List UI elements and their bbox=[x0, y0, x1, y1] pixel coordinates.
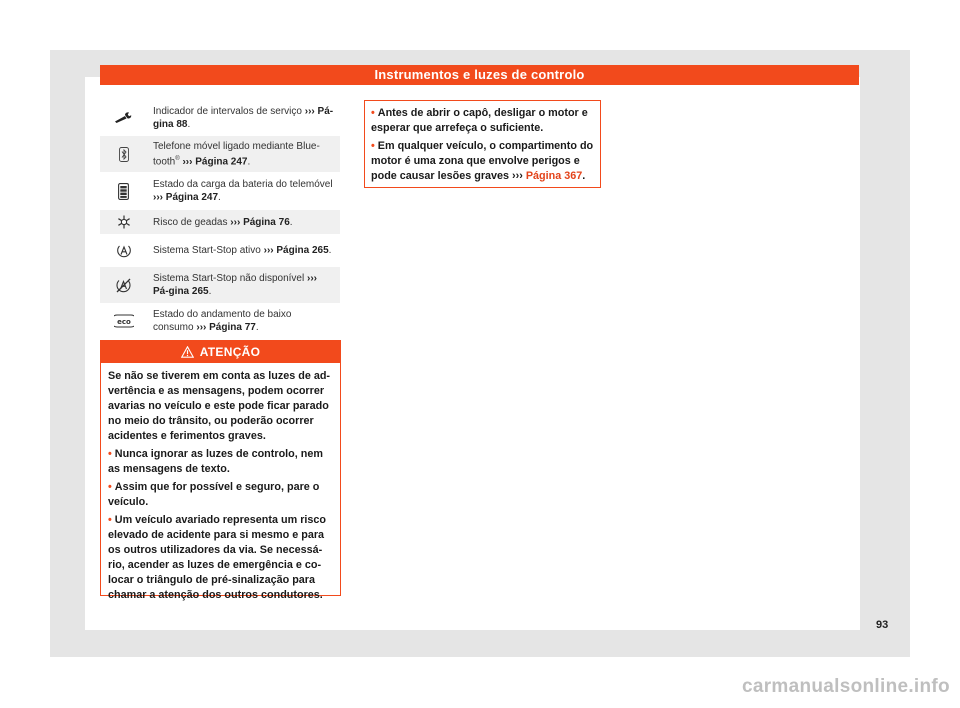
warning-triangle-icon bbox=[181, 346, 194, 358]
caution-bullet: • Antes de abrir o capô, desligar o motor e esperar que arrefeça o suficiente. bbox=[371, 107, 588, 134]
svg-text:eco: eco bbox=[116, 317, 131, 326]
table-row bbox=[100, 234, 340, 267]
indicator-text: Risco de geadas ››› Página 76. bbox=[153, 216, 293, 228]
warning-title: ATENÇÃO bbox=[199, 345, 261, 359]
eco-icon bbox=[100, 314, 147, 328]
warning-bullet: • Assim que for possível e seguro, pare o veículo. bbox=[108, 481, 320, 508]
indicator-text: Sistema Start-Stop não disponível ››› Pá-gina 265. bbox=[153, 273, 317, 297]
frost-icon bbox=[100, 215, 147, 229]
start-stop-icon bbox=[100, 243, 147, 259]
section-header: Instrumentos e luzes de controlo bbox=[100, 65, 859, 85]
warning-bullet: • Nunca ignorar as luzes de controlo, nem as mensagens de texto. bbox=[108, 448, 323, 475]
table-row bbox=[100, 303, 340, 339]
indicator-text: Estado da carga da bateria do telemóvel ››› Página 247. bbox=[153, 179, 333, 203]
table-row bbox=[100, 267, 340, 303]
watermark: carmanualsonline.info bbox=[742, 676, 950, 697]
indicator-table bbox=[100, 100, 340, 339]
table-row bbox=[100, 172, 340, 210]
phone-battery-icon bbox=[100, 183, 147, 200]
indicator-text: Telefone móvel ligado mediante Blue-tooth® ››› Página 247. bbox=[153, 140, 320, 168]
indicator-text: Sistema Start-Stop ativo ››› Página 265. bbox=[153, 245, 332, 256]
bluetooth-icon bbox=[100, 147, 147, 162]
warning-intro: Se não se tiverem em conta as luzes de ad-vertência e as mensagens, podem ocorrer avarias no veículo e este pode ficar parado no meio do trânsito, ou poderão ocorrer acidentes e ferimentos graves. bbox=[108, 370, 331, 442]
page-number: 93 bbox=[876, 619, 889, 631]
page-link[interactable]: Página 367 bbox=[525, 170, 583, 182]
caution-box bbox=[364, 100, 601, 188]
warning-bullet: • Um veículo avariado representa um risco elevado de acidente para si mesmo e para os outros utilizadores da via. Se necessá-rio, acender as luzes de emergência e co-locar o triângulo de pré-sinalização para chamar a atenção dos outros condutores. bbox=[108, 514, 327, 601]
warning-header bbox=[101, 341, 340, 363]
warning-box bbox=[100, 340, 341, 601]
indicator-text: Indicador de intervalos de serviço ››› Pá-gina 88. bbox=[153, 106, 334, 130]
warning-body bbox=[101, 363, 340, 603]
start-stop-off-icon bbox=[100, 277, 147, 294]
wrench-icon bbox=[100, 112, 147, 124]
indicator-text: Estado do andamento de baixo consumo ››› Página 77. bbox=[153, 309, 292, 333]
caution-bullet: • Em qualquer veículo, o compartimento do motor é uma zona que envolve perigos e pode causar lesões graves ››› Página 367. bbox=[371, 140, 594, 182]
table-row bbox=[100, 210, 340, 234]
table-row bbox=[100, 136, 340, 172]
table-row bbox=[100, 100, 340, 136]
